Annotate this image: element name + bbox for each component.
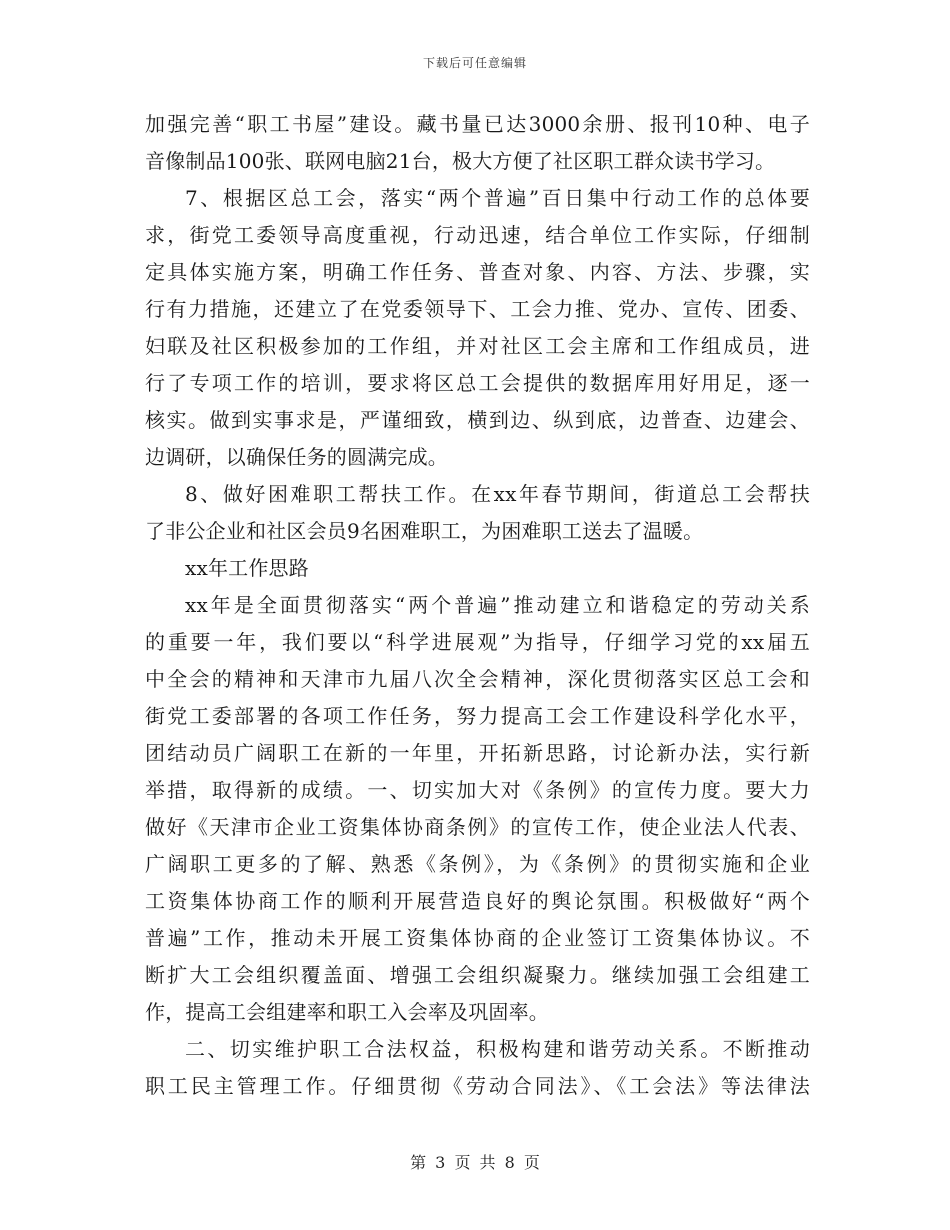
body-line: 妇联及社区积极参加的工作组，并对社区工会主席和工作组成员，进: [145, 334, 810, 358]
document-body: [145, 106, 810, 1105]
body-line: 边调研，以确保任务的圆满完成。: [145, 445, 448, 469]
body-line: 举措，取得新的成绩。一、切实加大对《条例》的宣传力度。要大力: [145, 778, 810, 802]
body-line: 二、切实维护职工合法权益，积极构建和谐劳动关系。不断推动: [185, 1037, 810, 1061]
page-header: 下载后可任意编辑: [422, 56, 527, 70]
section-heading: xx年工作思路: [185, 556, 309, 580]
body-line: 断扩大工会组织覆盖面、增强工会组织凝聚力。继续加强工会组建工: [145, 963, 810, 987]
body-line: 工资集体协商工作的顺利开展营造良好的舆论氛围。积极做好“两个: [145, 889, 810, 913]
body-line: 团结动员广阔职工在新的一年里，开拓新思路，讨论新办法，实行新: [145, 741, 810, 765]
body-line: 职工民主管理工作。仔细贯彻《劳动合同法》、《工会法》等法律法: [145, 1074, 810, 1098]
body-line: 定具体实施方案，明确工作任务、普查对象、内容、方法、步骤，实: [145, 260, 810, 284]
body-line: 做好《天津市企业工资集体协商条例》的宣传工作，使企业法人代表、: [145, 815, 810, 839]
body-line: 了非公企业和社区会员9名困难职工，为困难职工送去了温暖。: [145, 519, 704, 543]
body-line: 求，街党工委领导高度重视，行动迅速，结合单位工作实际，仔细制: [145, 223, 810, 247]
body-line: 中全会的精神和天津市九届八次全会精神，深化贯彻落实区总工会和: [145, 667, 810, 691]
body-line: 作，提高工会组建率和职工入会率及巩固率。: [145, 1000, 549, 1024]
body-line: 广阔职工更多的了解、熟悉《条例》，为《条例》的贯彻实施和企业: [145, 852, 810, 876]
body-line: 的重要一年，我们要以“科学进展观”为指导，仔细学习党的xx届五: [145, 630, 810, 654]
page-number: 第 3 页 共 8 页: [410, 1153, 540, 1172]
body-line: 核实。做到实事求是，严谨细致，横到边、纵到底，边普查、边建会、: [145, 408, 810, 432]
body-line: 普遍”工作，推动未开展工资集体协商的企业签订工资集体协议。不: [145, 926, 810, 950]
body-line: 行了专项工作的培训，要求将区总工会提供的数据库用好用足，逐一: [145, 371, 810, 395]
body-line: 8、做好困难职工帮扶工作。在xx年春节期间，街道总工会帮扶: [185, 482, 810, 506]
body-line: 音像制品100张、联网电脑21台，极大方便了社区职工群众读书学习。: [145, 149, 776, 173]
body-line: xx年是全面贯彻落实“两个普遍”推动建立和谐稳定的劳动关系: [185, 593, 810, 617]
body-line: 加强完善“职工书屋”建设。藏书量已达3000余册、报刊10种、电子: [145, 112, 810, 136]
body-line: 7、根据区总工会，落实“两个普遍”百日集中行动工作的总体要: [185, 186, 810, 210]
body-line: 行有力措施，还建立了在党委领导下、工会力推、党办、宣传、团委、: [145, 297, 810, 321]
body-line: 街党工委部署的各项工作任务，努力提高工会工作建设科学化水平，: [145, 704, 810, 728]
